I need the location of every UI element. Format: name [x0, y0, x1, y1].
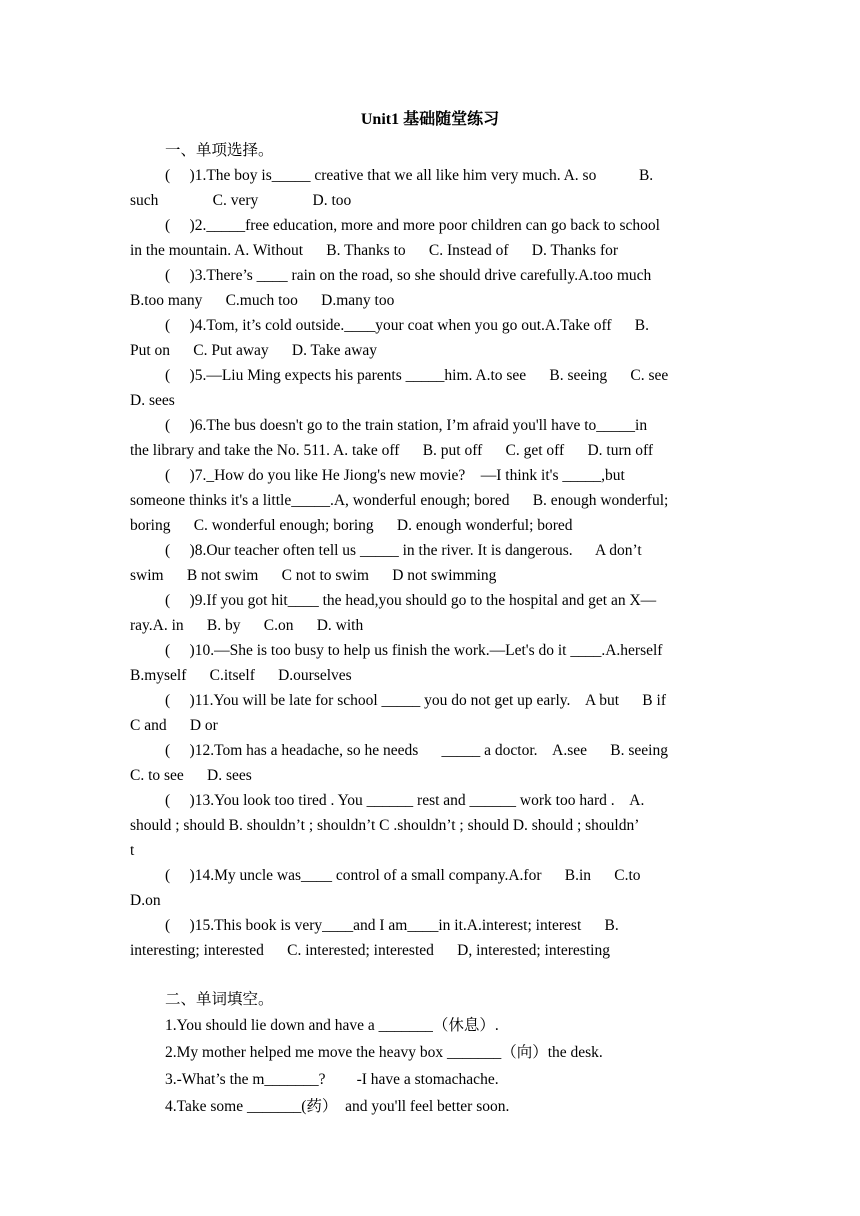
question-line: ( )13.You look too tired . You ______ rest and ______ work too hard . A.	[165, 792, 645, 809]
question-line: C. to see D. sees	[130, 767, 252, 784]
question-line: D. sees	[130, 392, 175, 409]
question-line: ( )15.This book is very____and I am____in it.A.interest; interest B.	[165, 917, 619, 934]
fill-blank-line: 3.-What’s the m_______? -I have a stomachache.	[165, 1071, 499, 1088]
question-line: ( )8.Our teacher often tell us _____ in the river. It is dangerous. A don’t	[165, 542, 642, 559]
question-line: interesting; interested C. interested; interested D, interested; interesting	[130, 942, 610, 959]
question-line: ( )10.—She is too busy to help us finish the work.—Let's do it ____.A.herself	[165, 642, 663, 659]
question-line: B.too many C.much too D.many too	[130, 292, 395, 309]
question-line: the library and take the No. 511. A. take off B. put off C. get off D. turn off	[130, 442, 654, 459]
question-line: ( )7._How do you like He Jiong's new movie? —I think it's _____,but	[165, 467, 625, 484]
question-line: ( )6.The bus doesn't go to the train station, I’m afraid you'll have to_____in	[165, 417, 648, 434]
question-line: Put on C. Put away D. Take away	[130, 342, 378, 359]
exercise-content	[130, 138, 742, 1120]
question-line: ( )1.The boy is_____ creative that we all like him very much. A. so B.	[165, 167, 654, 184]
document-title: Unit1 基础随堂练习	[360, 111, 500, 128]
question-line: such C. very D. too	[130, 192, 352, 209]
section2-heading: 二、单词填空。	[165, 991, 274, 1008]
question-line: ( )4.Tom, it’s cold outside.____your coat when you go out.A.Take off B.	[165, 317, 650, 334]
section-gap	[130, 963, 742, 987]
question-line: ( )14.My uncle was____ control of a small company.A.for B.in C.to	[165, 867, 641, 884]
question-line: t	[130, 842, 135, 859]
question-line: ray.A. in B. by C.on D. with	[130, 617, 364, 634]
question-line: boring C. wonderful enough; boring D. enough wonderful; bored	[130, 517, 573, 534]
question-line: ( )11.You will be late for school _____ you do not get up early. A but B if	[165, 692, 666, 709]
question-line: in the mountain. A. Without B. Thanks to C. Instead of D. Thanks for	[130, 242, 619, 259]
question-line: swim B not swim C not to swim D not swimming	[130, 567, 497, 584]
question-line: ( )12.Tom has a headache, so he needs _____ a doctor. A.see B. seeing	[165, 742, 668, 759]
fill-blank-line: 4.Take some _______(药） and you'll feel better soon.	[165, 1098, 510, 1115]
question-line: someone thinks it's a little_____.A, wonderful enough; bored B. enough wonderful;	[130, 492, 669, 509]
fill-blank-line: 1.You should lie down and have a _______（休息）.	[165, 1017, 499, 1034]
question-line: ( )9.If you got hit____ the head,you should go to the hospital and get an X—	[165, 592, 657, 609]
question-line: should ; should B. shouldn’t ; shouldn’t C .shouldn’t ; should D. should ; shouldn’	[130, 817, 640, 834]
question-line: ( )5.—Liu Ming expects his parents _____him. A.to see B. seeing C. see	[165, 367, 669, 384]
question-line: ( )2._____free education, more and more poor children can go back to school	[165, 217, 660, 234]
question-line: B.myself C.itself D.ourselves	[130, 667, 352, 684]
section1-heading: 一、单项选择。	[165, 142, 274, 159]
question-line: C and D or	[130, 717, 218, 734]
question-line: D.on	[130, 892, 161, 909]
fill-blank-line: 2.My mother helped me move the heavy box _______（向）the desk.	[165, 1044, 603, 1061]
question-line: ( )3.There’s ____ rain on the road, so she should drive carefully.A.too much	[165, 267, 652, 284]
